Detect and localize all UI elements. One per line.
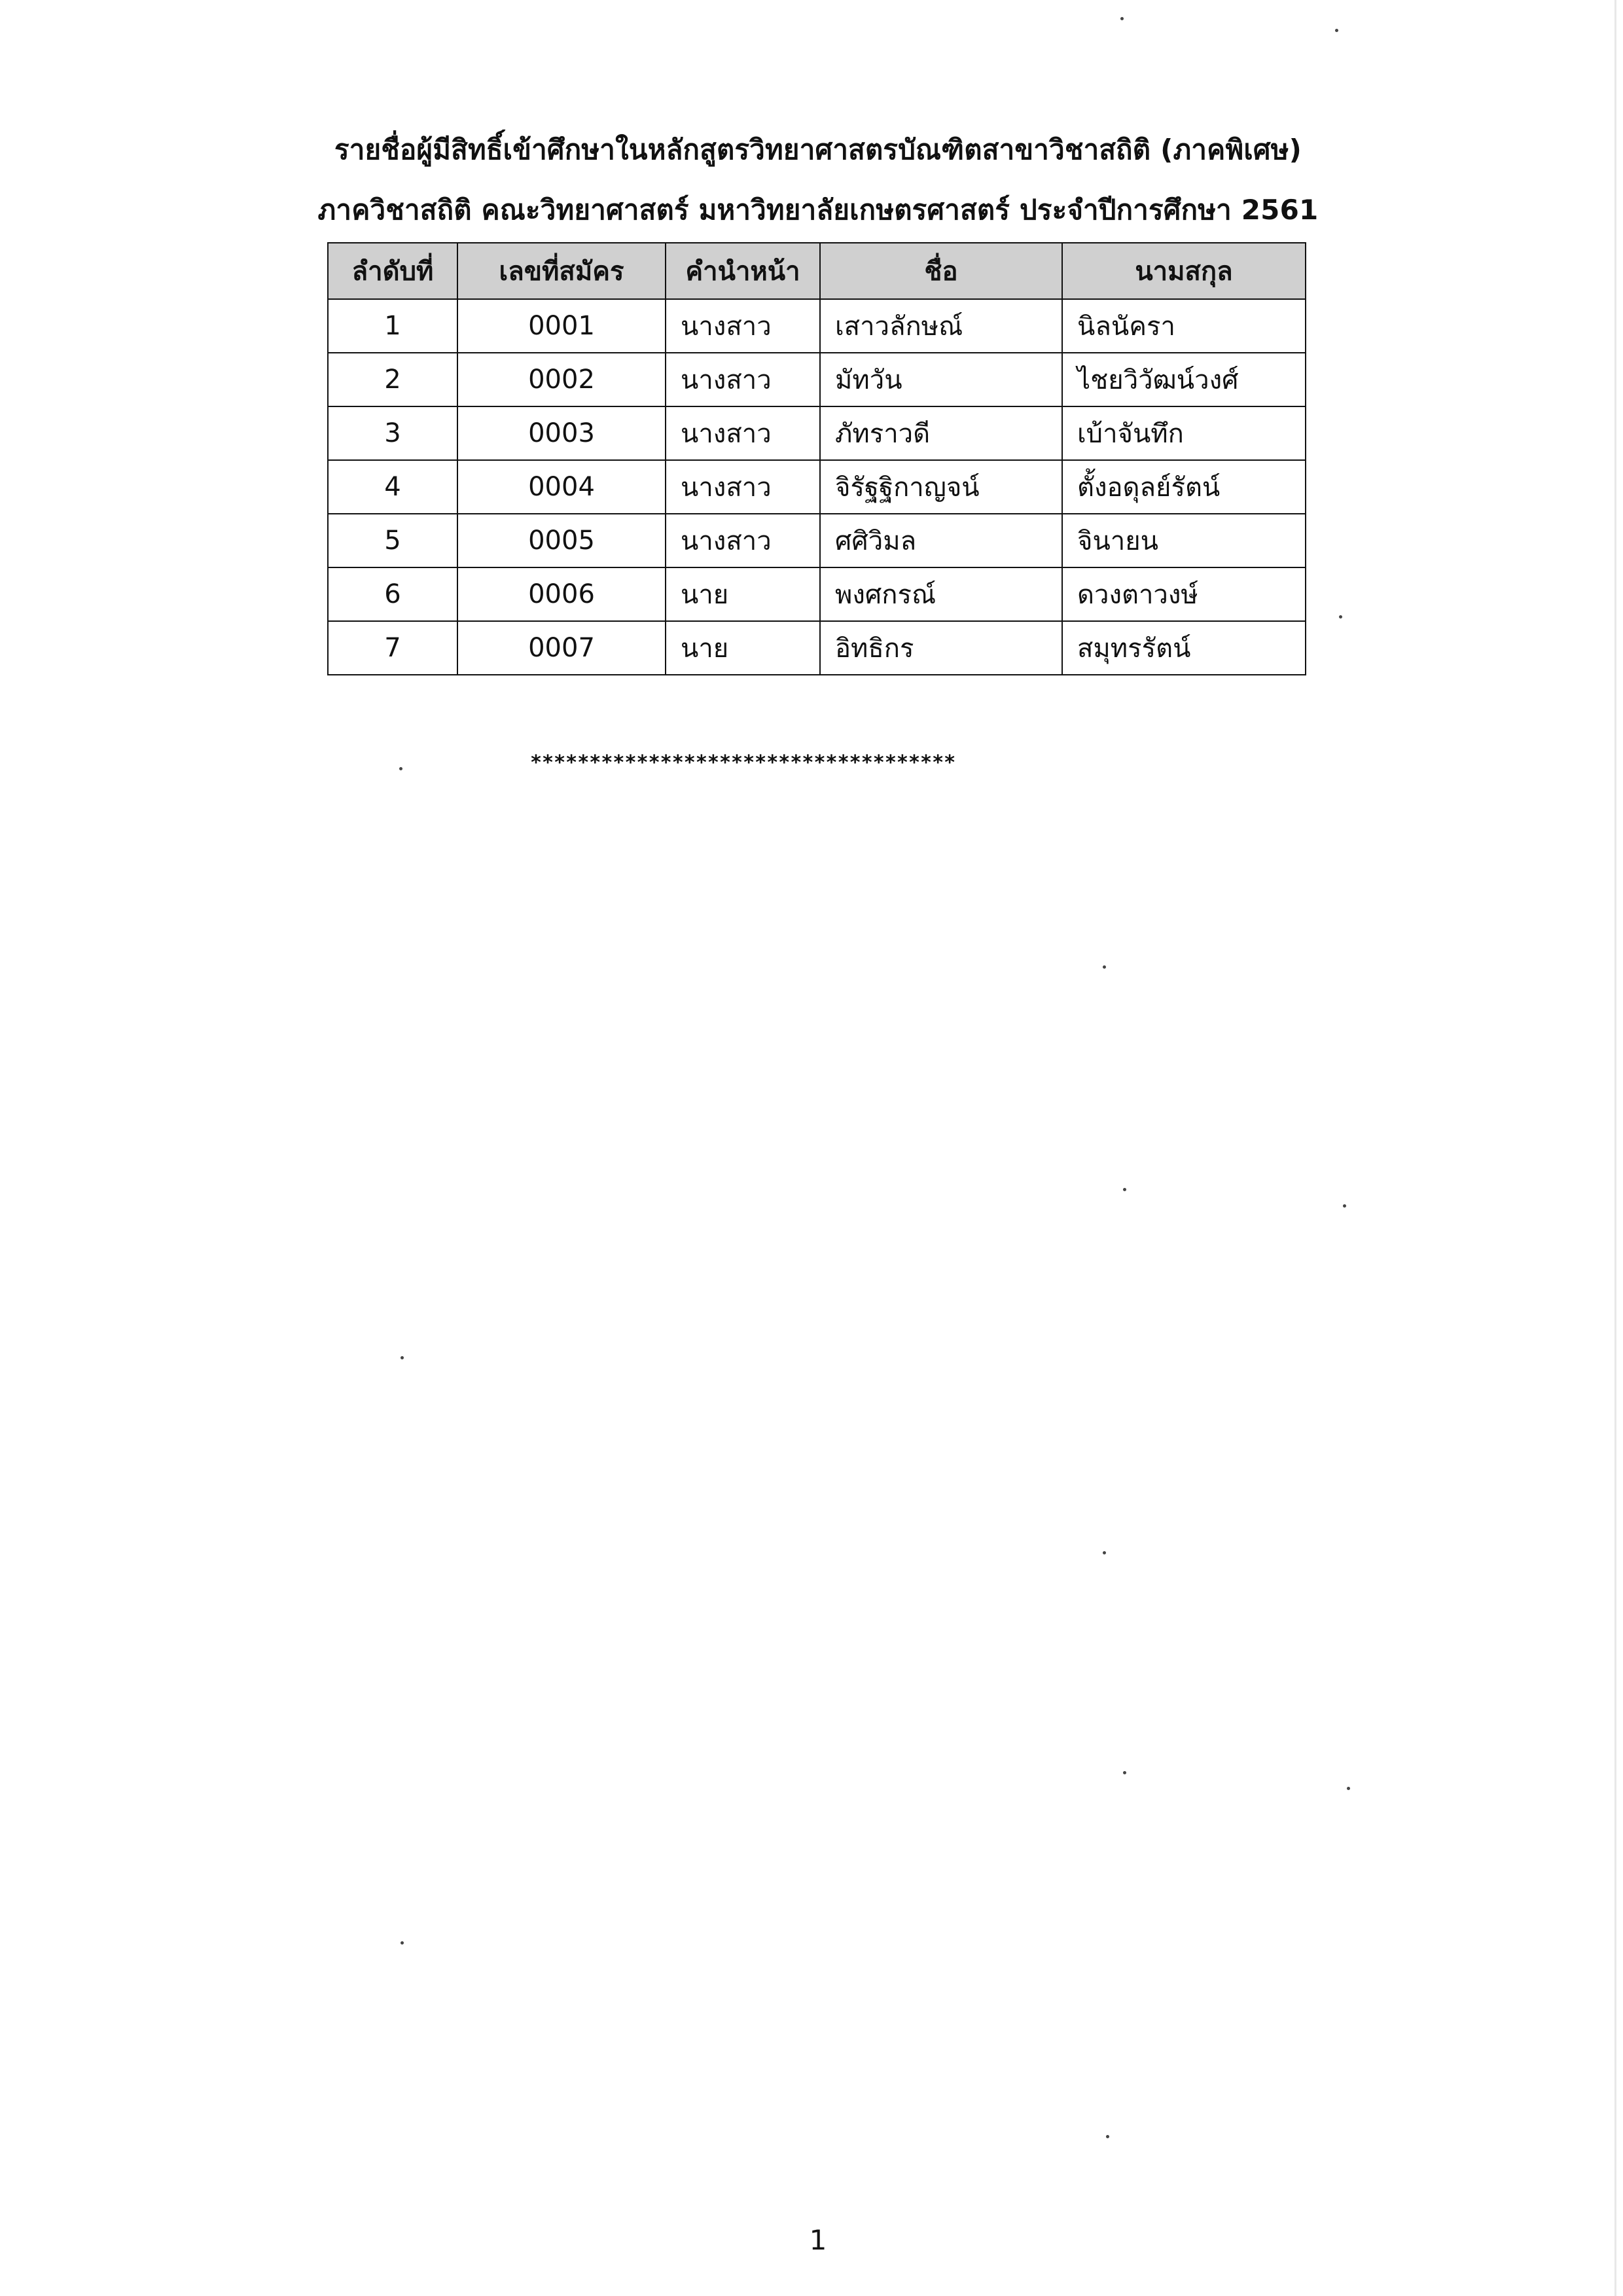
table-row (328, 406, 1306, 460)
cell-last-name: เบ้าจันทึก (1062, 406, 1306, 460)
scan-speck (1103, 965, 1106, 969)
column-header-prefix: คำนำหน้า (666, 243, 820, 299)
scan-edge-line (1614, 0, 1616, 2296)
cell-first-name: ศศิวิมล (820, 514, 1062, 567)
cell-last-name: นิลนัครา (1062, 299, 1306, 353)
cell-application-no: 0006 (457, 567, 666, 621)
cell-application-no: 0007 (457, 621, 666, 675)
cell-prefix: นาย (666, 621, 820, 675)
cell-prefix: นางสาว (666, 353, 820, 406)
cell-application-no: 0002 (457, 353, 666, 406)
scan-speck (401, 1356, 404, 1359)
scan-speck (399, 767, 402, 770)
cell-prefix: นางสาว (666, 299, 820, 353)
cell-application-no: 0005 (457, 514, 666, 567)
cell-application-no: 0004 (457, 460, 666, 514)
table-header-row (328, 243, 1306, 299)
table-row (328, 460, 1306, 514)
scan-speck (1103, 1551, 1106, 1554)
cell-last-name: สมุทรรัตน์ (1062, 621, 1306, 675)
page-number: 1 (809, 2224, 827, 2256)
cell-order: 3 (328, 406, 457, 460)
table-row (328, 567, 1306, 621)
cell-application-no: 0001 (457, 299, 666, 353)
cell-last-name: จินายน (1062, 514, 1306, 567)
cell-order: 6 (328, 567, 457, 621)
cell-order: 7 (328, 621, 457, 675)
cell-prefix: นางสาว (666, 460, 820, 514)
cell-order: 1 (328, 299, 457, 353)
scan-speck (1335, 29, 1338, 32)
scan-speck (1106, 2135, 1109, 2138)
cell-first-name: อิทธิกร (820, 621, 1062, 675)
column-header-last-name: นามสกุล (1062, 243, 1306, 299)
scan-speck (1339, 615, 1342, 619)
admitted-students-table (327, 242, 1306, 675)
cell-prefix: นางสาว (666, 406, 820, 460)
table-row (328, 353, 1306, 406)
document-title: รายชื่อผู้มีสิทธิ์เข้าศึกษาในหลักสูตรวิทยาศาสตรบัณฑิตสาขาวิชาสถิติ (ภาคพิเศษ) (334, 134, 1302, 166)
table-row (328, 299, 1306, 353)
scan-speck (1120, 17, 1124, 20)
scan-speck (1343, 1204, 1346, 1208)
document-subtitle: ภาควิชาสถิติ คณะวิทยาศาสตร์ มหาวิทยาลัยเกษตรศาสตร์ ประจำปีการศึกษา 2561 (317, 194, 1319, 226)
scan-speck (1347, 1787, 1350, 1790)
cell-first-name: จิรัฐฐิกาญจน์ (820, 460, 1062, 514)
cell-last-name: ตั้งอดุลย์รัตน์ (1062, 460, 1306, 514)
scan-speck (401, 1941, 404, 1945)
cell-prefix: นาย (666, 567, 820, 621)
column-header-first-name: ชื่อ (820, 243, 1062, 299)
scan-speck (1123, 1771, 1126, 1774)
cell-first-name: พงศกรณ์ (820, 567, 1062, 621)
cell-prefix: นางสาว (666, 514, 820, 567)
cell-order: 2 (328, 353, 457, 406)
cell-application-no: 0003 (457, 406, 666, 460)
column-header-order: ลำดับที่ (328, 243, 457, 299)
cell-first-name: ภัทราวดี (820, 406, 1062, 460)
asterisk-divider: ************************************ (530, 751, 956, 774)
cell-order: 4 (328, 460, 457, 514)
scan-speck (1123, 1188, 1126, 1191)
table-row (328, 621, 1306, 675)
column-header-application-no: เลขที่สมัคร (457, 243, 666, 299)
cell-order: 5 (328, 514, 457, 567)
cell-last-name: ไชยวิวัฒน์วงศ์ (1062, 353, 1306, 406)
cell-last-name: ดวงตาวงษ์ (1062, 567, 1306, 621)
cell-first-name: มัทวัน (820, 353, 1062, 406)
table-row (328, 514, 1306, 567)
cell-first-name: เสาวลักษณ์ (820, 299, 1062, 353)
